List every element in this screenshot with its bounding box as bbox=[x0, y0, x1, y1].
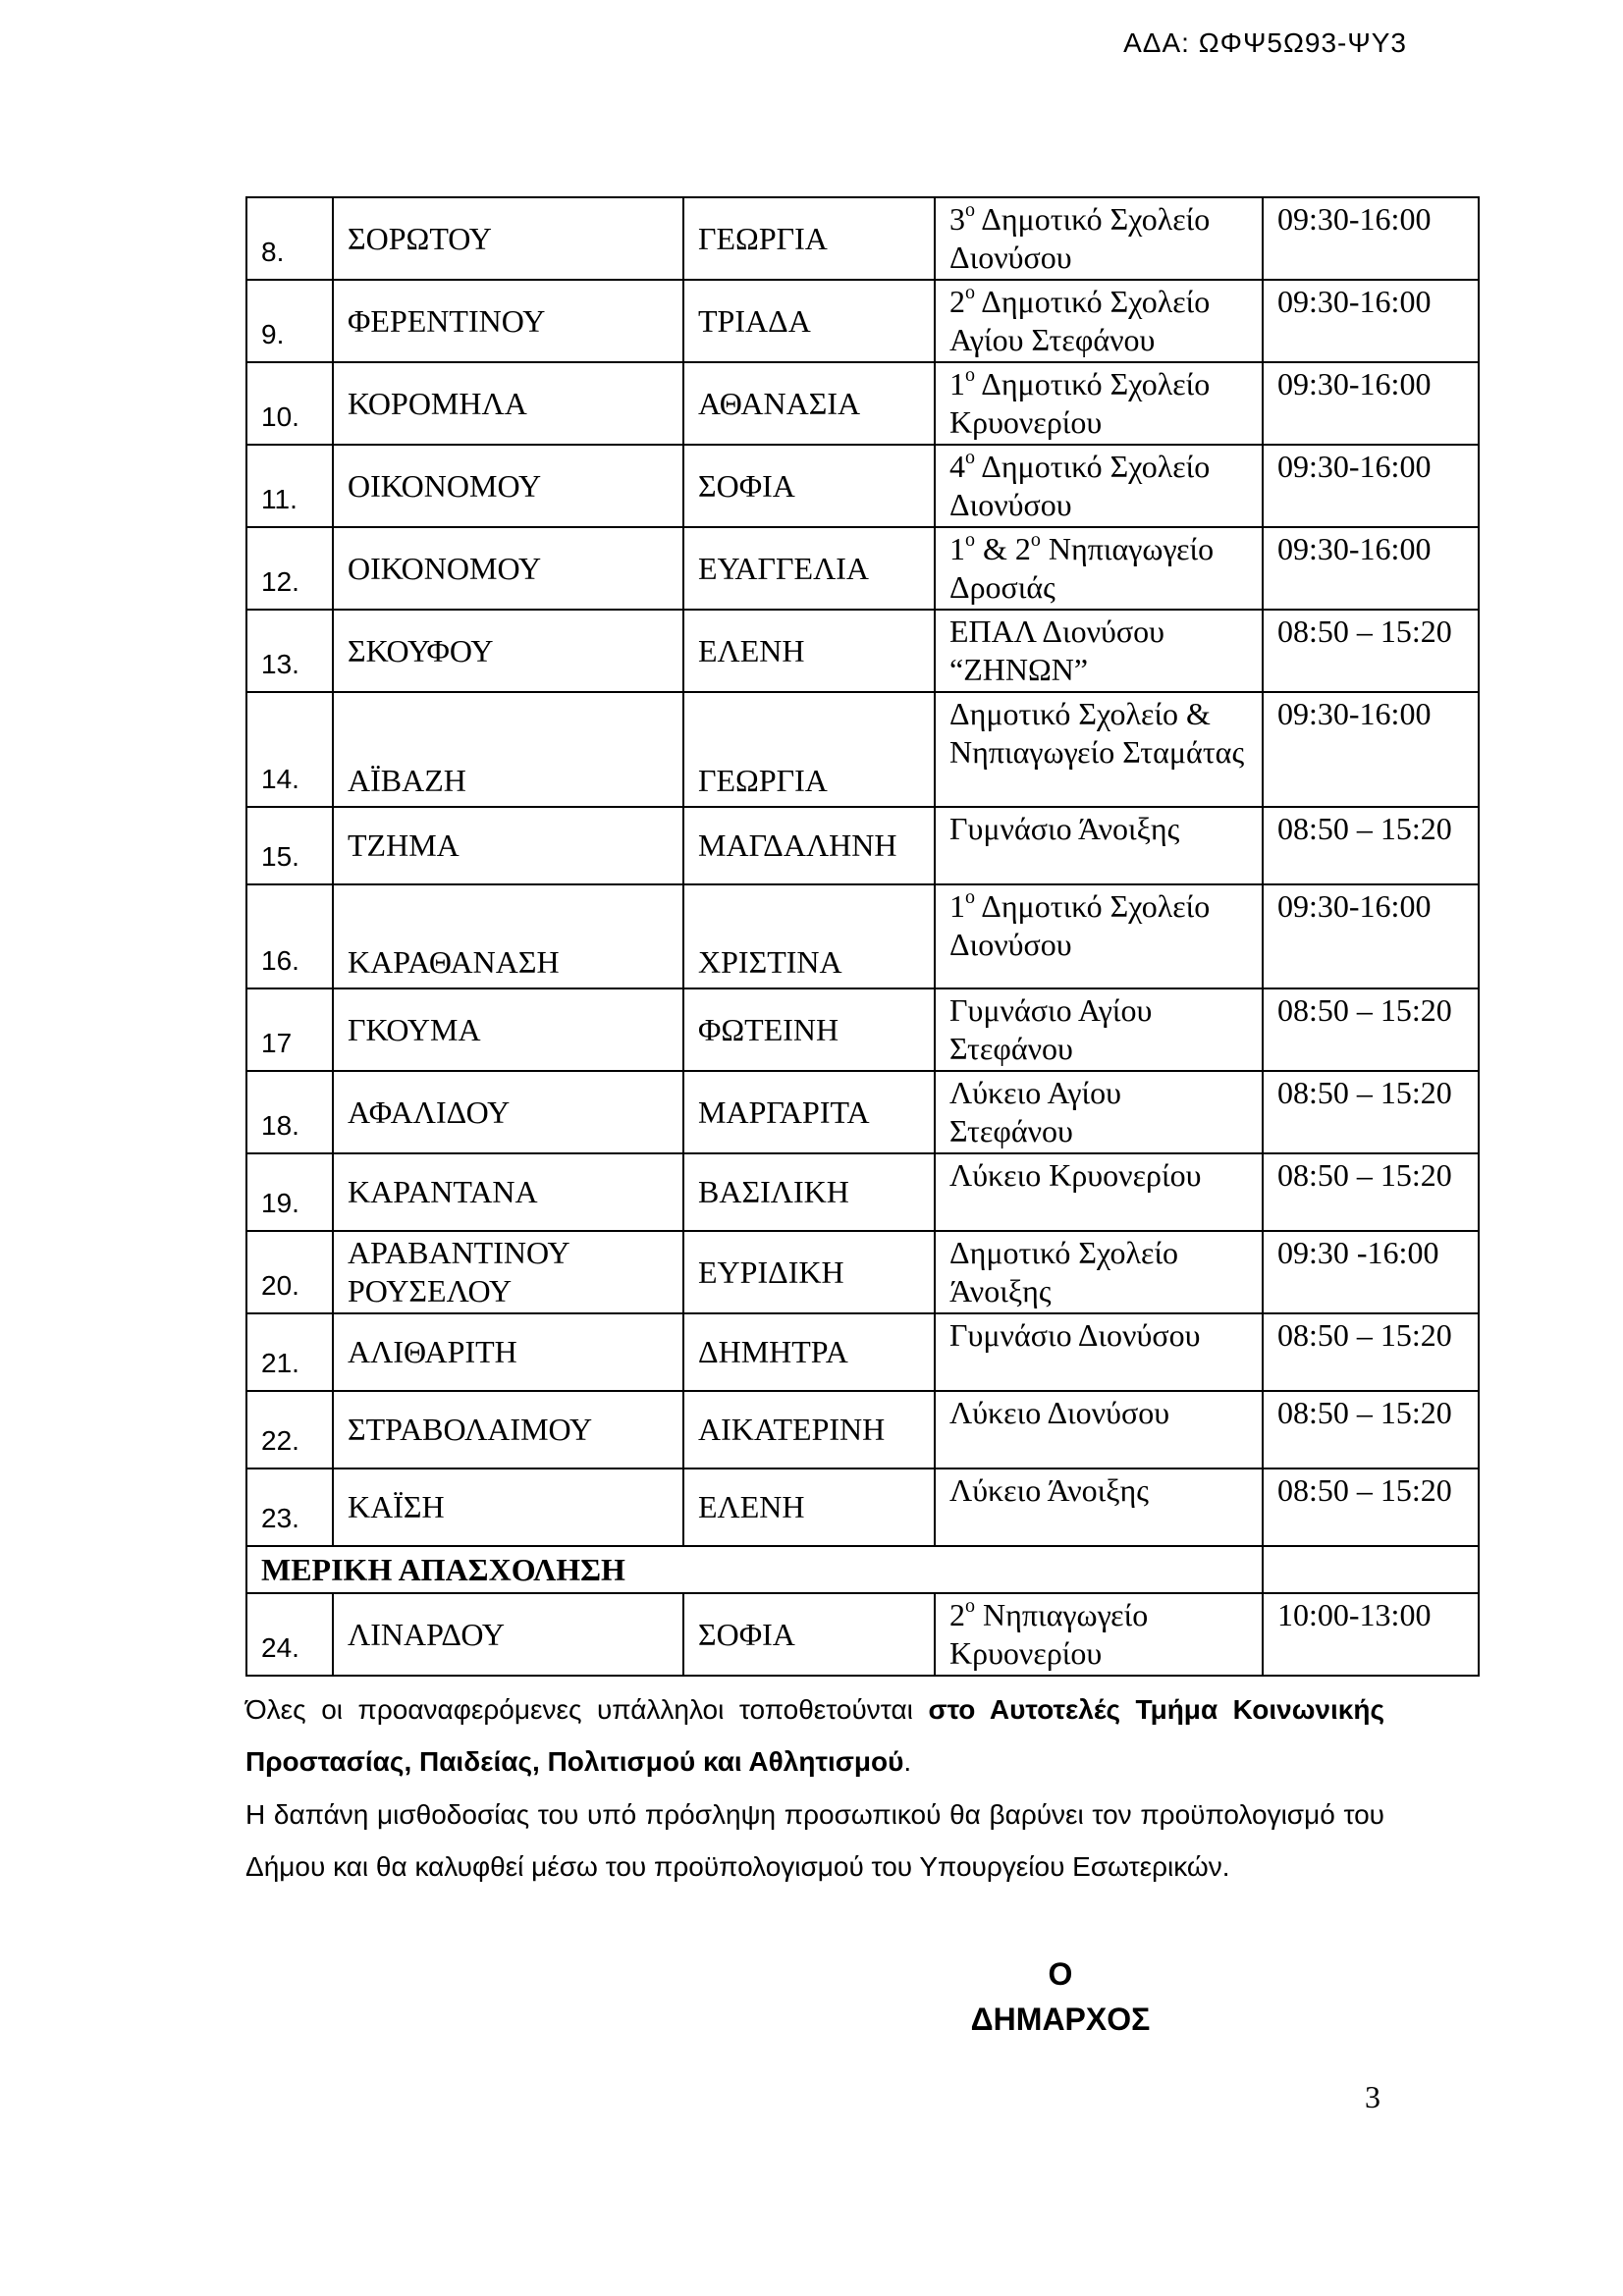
school-cell bbox=[935, 362, 1263, 445]
payroll-text: Η δαπάνη μισθοδοσίας του υπό πρόσληψη προσωπικού θα βαρύνει τον προϋπολογισμό του Δήμου και θα καλυφθεί μέσω του προϋπολογισμού του Υπουργείου Εσωτερικών. bbox=[245, 1799, 1384, 1882]
ordinal-suffix: ο bbox=[965, 886, 975, 909]
surname-cell: ΑΛΙΘΑΡΙΤΗ bbox=[333, 1313, 683, 1391]
firstname-cell: ΕΛΕΝΗ bbox=[683, 610, 935, 692]
surname-cell: ΦΕΡΕΝΤΙΝΟΥ bbox=[333, 280, 683, 362]
hours-cell: 08:50 – 15:20 bbox=[1263, 1313, 1479, 1391]
firstname-cell: ΑΙΚΑΤΕΡΙΝΗ bbox=[683, 1391, 935, 1468]
surname-cell: ΓΚΟΥΜΑ bbox=[333, 988, 683, 1071]
table-row bbox=[246, 1391, 1479, 1468]
ordinal-suffix: ο bbox=[965, 364, 975, 387]
firstname-cell: ΕΥΡΙΔΙΚΗ bbox=[683, 1231, 935, 1313]
surname-cell: ΚΑΪΣΗ bbox=[333, 1468, 683, 1546]
school-ordinal: 2 bbox=[949, 1597, 965, 1632]
surname-cell: ΣΚΟΥΦΟΥ bbox=[333, 610, 683, 692]
surname-cell: ΚΑΡΑΝΤΑΝΑ bbox=[333, 1153, 683, 1231]
school-cell: $1^o$ & $2^o$ Νηπιαγωγείο Δροσιάς bbox=[935, 527, 1263, 610]
surname-cell: ΟΙΚΟΝΟΜΟΥ bbox=[333, 527, 683, 610]
hours-cell: 08:50 – 15:20 bbox=[1263, 1468, 1479, 1546]
hours-cell: 09:30-16:00 bbox=[1263, 362, 1479, 445]
surname-cell: ΤΖΗΜΑ bbox=[333, 807, 683, 884]
school-name: Δημοτικό Σχολείο Διονύσου bbox=[949, 888, 1211, 962]
signature-title: ΔΗΜΑΡΧΟΣ bbox=[970, 2002, 1151, 2037]
school-ordinal: 4 bbox=[949, 449, 965, 484]
firstname-cell: ΜΑΓΔΑΛΗΝΗ bbox=[683, 807, 935, 884]
school-cell: Λύκειο Άνοιξης bbox=[935, 1468, 1263, 1546]
table-row bbox=[246, 362, 1479, 445]
row-number: 8. bbox=[246, 197, 333, 280]
school-cell: Γυμνάσιο Άνοιξης bbox=[935, 807, 1263, 884]
row-number: 12. bbox=[246, 527, 333, 610]
school-cell: Γυμνάσιο Αγίου Στεφάνου bbox=[935, 988, 1263, 1071]
surname-cell: ΚΟΡΟΜΗΛΑ bbox=[333, 362, 683, 445]
surname-cell: ΣΤΡΑΒΟΛΑΙΜΟΥ bbox=[333, 1391, 683, 1468]
hours-cell: 09:30-16:00 bbox=[1263, 527, 1479, 610]
table-row bbox=[246, 527, 1479, 610]
hours-cell: 08:50 – 15:20 bbox=[1263, 1153, 1479, 1231]
row-number: 13. bbox=[246, 610, 333, 692]
surname-cell: ΣΟΡΩΤΟΥ bbox=[333, 197, 683, 280]
table-row bbox=[246, 1231, 1479, 1313]
surname-cell: ΑΦΑΛΙΔΟΥ bbox=[333, 1071, 683, 1153]
school-cell: Λύκειο Αγίου Στεφάνου bbox=[935, 1071, 1263, 1153]
page-number: 3 bbox=[1365, 2079, 1380, 2114]
placement-paragraph: Όλες οι προαναφερόμενες υπάλληλοι τοποθετούνται στο Αυτοτελές Τμήμα Κοινωνικής Προστασίας, Παιδείας, Πολιτισμού και Αθλητισμού. bbox=[245, 1694, 1384, 1777]
school-ordinal: 3 bbox=[949, 201, 965, 237]
school-cell: ΕΠΑΛ Διονύσου “ΖΗΝΩΝ” bbox=[935, 610, 1263, 692]
surname-cell: ΛΙΝΑΡΔΟΥ bbox=[333, 1593, 683, 1676]
surname-cell: ΟΙΚΟΝΟΜΟΥ bbox=[333, 445, 683, 527]
hours-cell: 08:50 – 15:20 bbox=[1263, 1391, 1479, 1468]
school-cell: Γυμνάσιο Διονύσου bbox=[935, 1313, 1263, 1391]
signature-article: Ο bbox=[1048, 1956, 1073, 1992]
department-name: στο Αυτοτελές Τμήμα Κοινωνικής Προστασίας, Παιδείας, Πολιτισμού και Αθλητισμού bbox=[245, 1694, 1384, 1777]
hours-cell: 09:30-16:00 bbox=[1263, 280, 1479, 362]
school-cell bbox=[935, 445, 1263, 527]
firstname-cell: ΣΟΦΙΑ bbox=[683, 445, 935, 527]
school-cell bbox=[935, 280, 1263, 362]
ordinal-suffix: ο bbox=[965, 199, 975, 222]
school-ordinal: 2 bbox=[949, 284, 965, 319]
school-ordinal: 1 bbox=[949, 888, 965, 924]
hours-cell: 10:00-13:00 bbox=[1263, 1593, 1479, 1676]
staff-table bbox=[245, 196, 1480, 1677]
row-number: 14. bbox=[246, 692, 333, 807]
school-cell: Δημοτικό Σχολείο & Νηπιαγωγείο Σταμάτας bbox=[935, 692, 1263, 807]
school-cell: Δημοτικό Σχολείο Άνοιξης bbox=[935, 1231, 1263, 1313]
hours-cell: 09:30-16:00 bbox=[1263, 445, 1479, 527]
firstname-cell: ΜΑΡΓΑΡΙΤΑ bbox=[683, 1071, 935, 1153]
hours-cell: 08:50 – 15:20 bbox=[1263, 988, 1479, 1071]
row-number: 9. bbox=[246, 280, 333, 362]
table-row bbox=[246, 1593, 1479, 1676]
table-row bbox=[246, 445, 1479, 527]
school-cell bbox=[935, 1593, 1263, 1676]
hours-cell: 08:50 – 15:20 bbox=[1263, 1071, 1479, 1153]
firstname-cell: ΤΡΙΑΔΑ bbox=[683, 280, 935, 362]
signature-block bbox=[943, 1951, 1178, 2042]
school-name: Νηπιαγωγείο Κρυονερίου bbox=[949, 1597, 1149, 1671]
school-name: Δημοτικό Σχολείο Αγίου Στεφάνου bbox=[949, 284, 1211, 357]
table-row bbox=[246, 884, 1479, 988]
school-name: Δημοτικό Σχολείο Κρυονερίου bbox=[949, 366, 1211, 440]
hours-cell: 08:50 – 15:20 bbox=[1263, 807, 1479, 884]
school-name: Δημοτικό Σχολείο Διονύσου bbox=[949, 201, 1211, 275]
ordinal-suffix: ο bbox=[965, 282, 975, 304]
hours-cell: 08:50 – 15:20 bbox=[1263, 610, 1479, 692]
firstname-cell: ΣΟΦΙΑ bbox=[683, 1593, 935, 1676]
school-cell bbox=[935, 197, 1263, 280]
surname-cell: ΑΡΑΒΑΝΤΙΝΟΥ ΡΟΥΣΕΛΟΥ bbox=[333, 1231, 683, 1313]
table-row bbox=[246, 1468, 1479, 1546]
surname-cell: ΑΪΒΑΖΗ bbox=[333, 692, 683, 807]
table-row bbox=[246, 610, 1479, 692]
firstname-cell: ΓΕΩΡΓΙΑ bbox=[683, 197, 935, 280]
table-row bbox=[246, 692, 1479, 807]
row-number: 24. bbox=[246, 1593, 333, 1676]
school-name: Δημοτικό Σχολείο Διονύσου bbox=[949, 449, 1211, 522]
firstname-cell: ΦΩΤΕΙΝΗ bbox=[683, 988, 935, 1071]
firstname-cell: ΕΛΕΝΗ bbox=[683, 1468, 935, 1546]
school-cell: Λύκειο Κρυονερίου bbox=[935, 1153, 1263, 1231]
ordinal-suffix: ο bbox=[965, 447, 975, 469]
school-ordinal: 1 bbox=[949, 366, 965, 401]
row-number: 15. bbox=[246, 807, 333, 884]
table-row bbox=[246, 807, 1479, 884]
school-cell: Λύκειο Διονύσου bbox=[935, 1391, 1263, 1468]
section-row bbox=[246, 1546, 1479, 1593]
hours-cell: 09:30 -16:00 bbox=[1263, 1231, 1479, 1313]
row-number: 10. bbox=[246, 362, 333, 445]
row-number: 20. bbox=[246, 1231, 333, 1313]
table-row bbox=[246, 1153, 1479, 1231]
row-number: 21. bbox=[246, 1313, 333, 1391]
firstname-cell: ΔΗΜΗΤΡΑ bbox=[683, 1313, 935, 1391]
payroll-paragraph bbox=[245, 1789, 1384, 1893]
firstname-cell: ΧΡΙΣΤΙΝΑ bbox=[683, 884, 935, 988]
section-empty-cell bbox=[1263, 1546, 1479, 1593]
ada-code: ΑΔΑ: ΩΦΨ5Ω93-ΨΥ3 bbox=[1123, 27, 1407, 58]
row-number: 18. bbox=[246, 1071, 333, 1153]
row-number: 22. bbox=[246, 1391, 333, 1468]
row-number: 19. bbox=[246, 1153, 333, 1231]
firstname-cell: ΕΥΑΓΓΕΛΙΑ bbox=[683, 527, 935, 610]
school-cell bbox=[935, 884, 1263, 988]
section-title: ΜΕΡΙΚΗ ΑΠΑΣΧΟΛΗΣΗ bbox=[246, 1546, 1263, 1593]
hours-cell: 09:30-16:00 bbox=[1263, 197, 1479, 280]
ordinal-suffix: ο bbox=[965, 1595, 975, 1618]
row-number: 16. bbox=[246, 884, 333, 988]
table-row bbox=[246, 280, 1479, 362]
staff-table-body bbox=[246, 197, 1479, 1676]
placement-text: Όλες οι προαναφερόμενες υπάλληλοι τοποθετούνται bbox=[245, 1694, 913, 1725]
hours-cell: 09:30-16:00 bbox=[1263, 692, 1479, 807]
row-number: 17 bbox=[246, 988, 333, 1071]
firstname-cell: ΑΘΑΝΑΣΙΑ bbox=[683, 362, 935, 445]
surname-cell: ΚΑΡΑΘΑΝΑΣΗ bbox=[333, 884, 683, 988]
firstname-cell: ΒΑΣΙΛΙΚΗ bbox=[683, 1153, 935, 1231]
firstname-cell: ΓΕΩΡΓΙΑ bbox=[683, 692, 935, 807]
row-number: 11. bbox=[246, 445, 333, 527]
table-row bbox=[246, 988, 1479, 1071]
table-row bbox=[246, 197, 1479, 280]
row-number: 23. bbox=[246, 1468, 333, 1546]
hours-cell: 09:30-16:00 bbox=[1263, 884, 1479, 988]
table-row bbox=[246, 1071, 1479, 1153]
table-row bbox=[246, 1313, 1479, 1391]
